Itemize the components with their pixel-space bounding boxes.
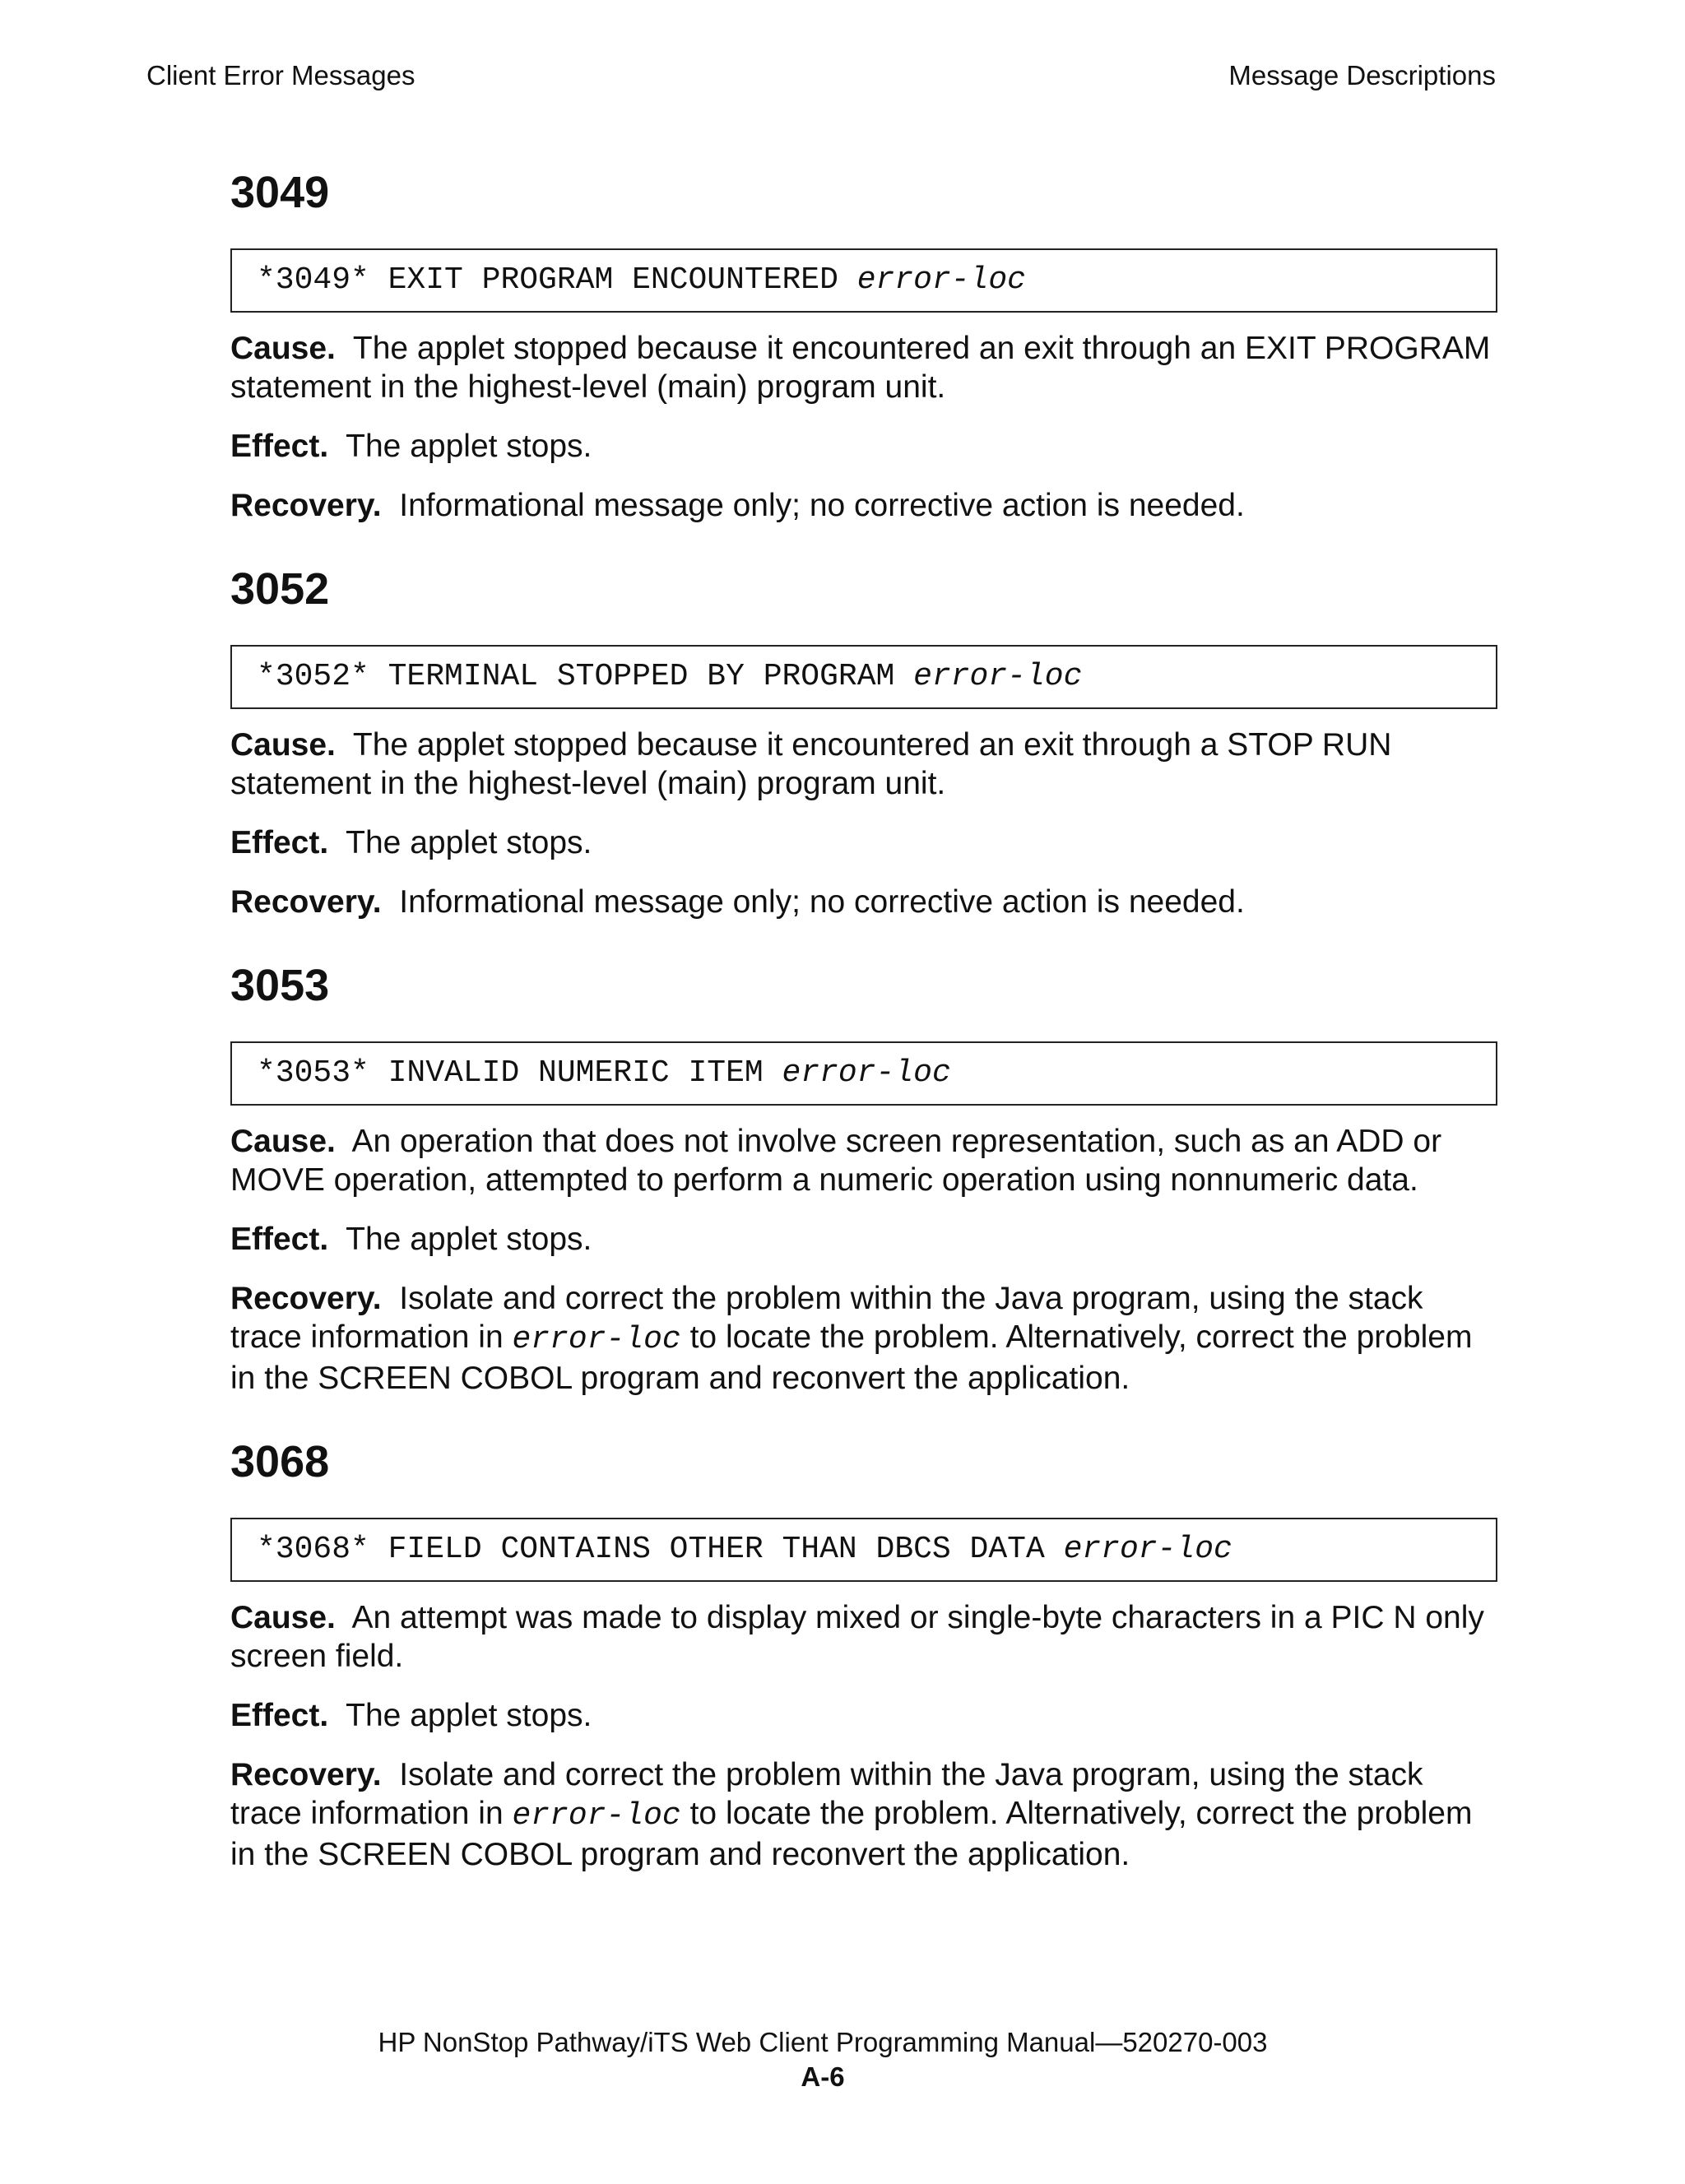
message-3049 xyxy=(230,165,1497,525)
effect-text: The applet stops. xyxy=(346,1698,592,1733)
page-footer xyxy=(0,2025,1646,2094)
recovery-paragraph xyxy=(230,486,1497,525)
effect-text: The applet stops. xyxy=(346,1222,592,1257)
message-variable: error-loc xyxy=(913,659,1083,694)
effect-label: Effect. xyxy=(230,429,329,464)
page-number: A-6 xyxy=(801,2061,845,2092)
message-number: 3052 xyxy=(230,564,330,614)
recovery-paragraph xyxy=(230,883,1497,921)
recovery-label: Recovery. xyxy=(230,1757,382,1792)
recovery-text-end: to locate the problem. Alternatively, correct the problem in the SCREEN COBOL program and reconvert the application. xyxy=(230,1319,1473,1396)
cause-text: An operation that does not involve screen representation, such as an ADD or MOVE operation, attempted to perform a numeric operation using nonnumeric data. xyxy=(230,1124,1442,1198)
header-section-title: Message Descriptions xyxy=(1228,60,1496,90)
effect-paragraph xyxy=(230,427,1497,466)
message-number: 3068 xyxy=(230,1437,330,1486)
cause-text: The applet stopped because it encountered an exit through a STOP RUN statement in the highest-level (main) program unit. xyxy=(230,727,1392,801)
effect-text: The applet stops. xyxy=(346,825,592,860)
effect-label: Effect. xyxy=(230,825,329,860)
cause-label: Cause. xyxy=(230,727,336,763)
message-3053 xyxy=(230,958,1497,1398)
cause-paragraph xyxy=(230,1122,1497,1199)
recovery-text-end: to locate the problem. Alternatively, correct the problem in the SCREEN COBOL program and reconvert the application. xyxy=(230,1796,1473,1872)
message-3052 xyxy=(230,561,1497,921)
cause-label: Cause. xyxy=(230,1124,336,1159)
recovery-label: Recovery. xyxy=(230,884,382,920)
cause-label: Cause. xyxy=(230,1600,336,1635)
message-text: *3052* TERMINAL STOPPED BY PROGRAM xyxy=(257,659,895,694)
effect-label: Effect. xyxy=(230,1222,329,1257)
message-list xyxy=(230,165,1497,1894)
recovery-text-start: Isolate and correct the problem within the Java program, using the stack trace information in xyxy=(230,1281,1423,1355)
cause-paragraph xyxy=(230,1598,1497,1676)
message-variable: error-loc xyxy=(856,262,1026,298)
message-text-box xyxy=(230,248,1497,313)
running-header xyxy=(146,58,1496,94)
message-number: 3049 xyxy=(230,168,330,217)
message-text-box xyxy=(230,645,1497,709)
recovery-label: Recovery. xyxy=(230,1281,382,1316)
cause-text: The applet stopped because it encountered an exit through an EXIT PROGRAM statement in the highest-level (main) program unit. xyxy=(230,331,1491,405)
message-text: *3053* INVALID NUMERIC ITEM xyxy=(257,1055,764,1091)
recovery-text: Informational message only; no corrective action is needed. xyxy=(399,488,1245,523)
message-text-box xyxy=(230,1041,1497,1106)
recovery-text-start: Isolate and correct the problem within the Java program, using the stack trace information in xyxy=(230,1757,1423,1831)
message-number: 3053 xyxy=(230,961,330,1010)
message-text: *3068* FIELD CONTAINS OTHER THAN DBCS DATA xyxy=(257,1532,1045,1567)
cause-paragraph xyxy=(230,726,1497,803)
effect-label: Effect. xyxy=(230,1698,329,1733)
cause-text: An attempt was made to display mixed or single-byte characters in a PIC N only screen field. xyxy=(230,1600,1484,1674)
cause-paragraph xyxy=(230,329,1497,406)
effect-paragraph xyxy=(230,823,1497,862)
recovery-label: Recovery. xyxy=(230,488,382,523)
header-chapter-title: Client Error Messages xyxy=(146,60,415,90)
message-text: *3049* EXIT PROGRAM ENCOUNTERED xyxy=(257,262,838,298)
message-text-box xyxy=(230,1518,1497,1582)
message-3068 xyxy=(230,1434,1497,1874)
effect-paragraph xyxy=(230,1696,1497,1735)
footer-manual-title: HP NonStop Pathway/iTS Web Client Programming Manual—520270-003 xyxy=(378,2027,1268,2057)
recovery-paragraph xyxy=(230,1279,1497,1398)
effect-text: The applet stops. xyxy=(346,429,592,464)
effect-paragraph xyxy=(230,1220,1497,1259)
recovery-text: Informational message only; no corrective action is needed. xyxy=(399,884,1245,920)
recovery-paragraph xyxy=(230,1755,1497,1874)
cause-label: Cause. xyxy=(230,331,336,366)
message-variable: error-loc xyxy=(782,1055,951,1091)
message-variable: error-loc xyxy=(1063,1532,1232,1567)
recovery-variable: error-loc xyxy=(512,1322,681,1357)
recovery-variable: error-loc xyxy=(512,1798,681,1834)
